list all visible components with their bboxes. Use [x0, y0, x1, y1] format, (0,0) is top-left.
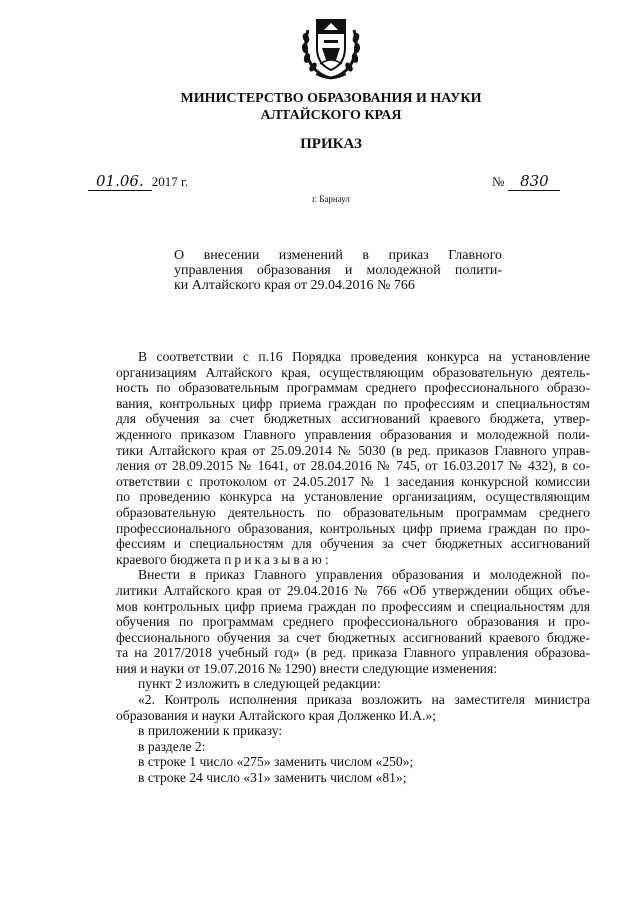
list-item: в строке 24 число «31» заменить числом «81»;: [138, 770, 407, 786]
paragraph-line: для обучения за счет бюджетных ассигнований краевого бюджета, утвер-: [116, 411, 590, 427]
date-year: 2017 г.: [151, 174, 189, 189]
paragraph-line: фессионального обучения за счет бюджетных ассигнований краевого бюдже-: [116, 629, 590, 645]
list-item: «2. Контроль исполнения приказа возложить на заместителя министра: [138, 692, 590, 708]
paragraph-line: ления от 28.09.2015 № 1641, от 28.04.2016 № 745, от 16.03.2017 № 432), в со-: [116, 458, 590, 474]
ministry-line-1: МИНИСТЕРСТВО ОБРАЗОВАНИЯ И НАУКИ: [180, 91, 482, 106]
order-title: ПРИКАЗ: [300, 136, 362, 152]
subject-line: ки Алтайского края от 29.04.2016 № 766: [174, 278, 415, 293]
paragraph-line: ответствии с протоколом от 24.05.2017 № 1 заседания конкурсной комиссии: [116, 473, 590, 489]
paragraph-line: обучения по программам среднего профессионального образования и про-: [116, 614, 590, 630]
city-label: г. Барнаул: [312, 194, 350, 204]
paragraph-line: ность по образовательным программам среднего профессионального образо-: [116, 380, 590, 396]
handwritten-date: 01.06.: [88, 172, 152, 191]
list-item: в приложении к приказу:: [138, 723, 283, 739]
subject-line: О внесении изменений в приказ Главного: [174, 248, 502, 263]
paragraph-line: образовательную деятельность по образовательным программам среднего: [116, 504, 590, 520]
order-number: [492, 172, 560, 191]
paragraph-line: Внести в приказ Главного управления образования и молодежной по-: [138, 567, 590, 583]
coat-of-arms-emblem: [298, 8, 364, 82]
order-date: [88, 172, 188, 191]
list-item: в разделе 2:: [138, 738, 206, 754]
order-subject: [174, 248, 502, 293]
paragraph-line: В соответствии с п.16 Порядка проведения конкурса на установление: [138, 349, 590, 364]
paragraph-line: профессионального образования, контрольных цифр приема граждан по про-: [116, 520, 590, 536]
subject-line: управления образования и молодежной полити-: [174, 263, 502, 278]
paragraph-line: та на 2017/2018 учебный год» (в ред. приказа Главного управления образова-: [116, 645, 590, 661]
spaced-keyword: приказываю:: [224, 551, 332, 567]
paragraph-line: литики Алтайского края от 29.04.2016 № 766 «Об утверждении общих объе-: [116, 582, 590, 598]
paragraph-line: жденного приказом Главного управления образования и молодежной поли-: [116, 426, 590, 442]
paragraph-line: организациям Алтайского края, осуществляющим образовательную деятель-: [116, 364, 590, 380]
paragraph-line: мов контрольных цифр приема граждан по профессиям и специальностям для: [116, 598, 590, 614]
paragraph-line: тики Алтайского края от 25.09.2014 № 5030 (в ред. приказов Главного управ-: [116, 442, 590, 458]
handwritten-number: 830: [508, 172, 560, 191]
order-body: [116, 349, 590, 786]
list-item: пункт 2 изложить в следующей редакции:: [138, 676, 381, 692]
ministry-line-2: АЛТАЙСКОГО КРАЯ: [260, 108, 402, 123]
number-label: №: [492, 174, 505, 189]
paragraph-line: ния и науки от 19.07.2016 № 1290) внести следующие изменения:: [116, 660, 497, 676]
paragraph-line: по проведению конкурса на установление организациям, осуществляющим: [116, 489, 590, 505]
list-item: образования и науки Алтайского края Долженко И.А.»;: [116, 707, 437, 723]
paragraph-line: вания, контрольных цифр приема граждан по профессиям и специальностям: [116, 395, 590, 411]
paragraph-line: [116, 552, 590, 568]
paragraph-text: краевого бюджета: [116, 551, 221, 567]
paragraph-line: фессиям и специальностям для обучения за счет бюджетных ассигнований: [116, 536, 590, 552]
list-item: в строке 1 число «275» заменить числом «250»;: [138, 754, 414, 770]
ministry-heading: [0, 90, 640, 124]
